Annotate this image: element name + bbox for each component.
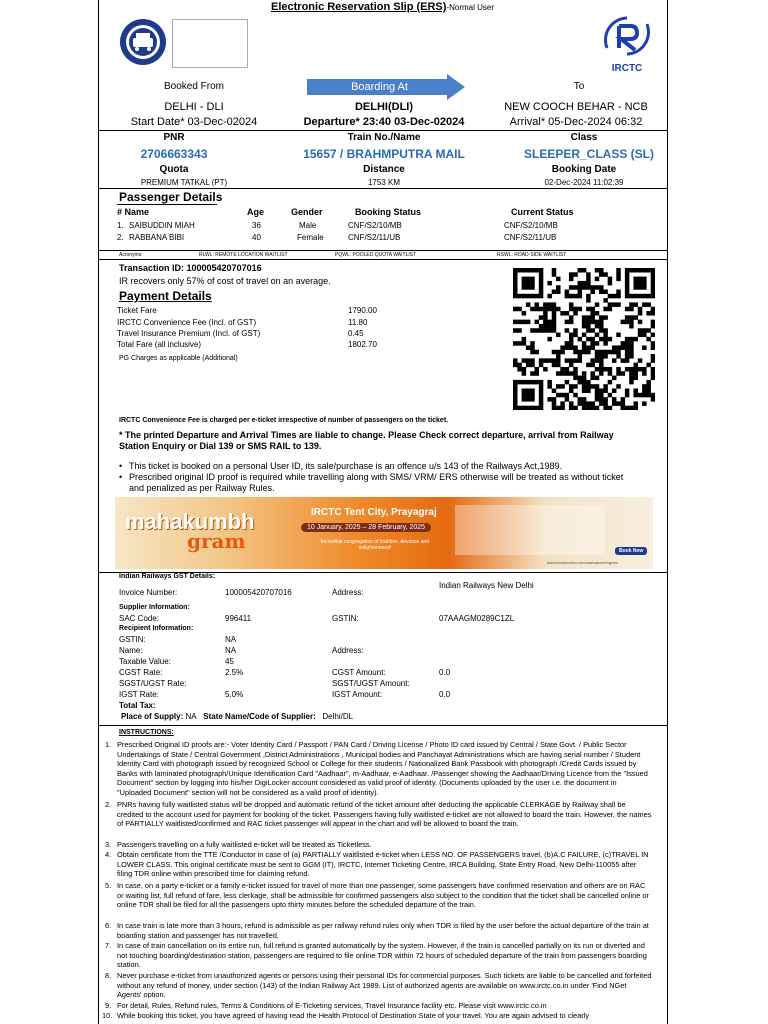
- cgst-amount-value: 0.0: [439, 668, 451, 677]
- banner-brand-2: gram: [187, 529, 246, 553]
- pg-charges-note: PG Charges as applicable (Additional): [119, 355, 238, 362]
- invoice-value: 100005420707016: [225, 588, 292, 597]
- taxable-label: Taxable Value:: [119, 657, 171, 666]
- place-of-supply-label: Place of Supply:: [121, 712, 184, 721]
- cgst-amount-label: CGST Amount:: [332, 668, 386, 677]
- instructions-title: INSTRUCTIONS:: [119, 729, 174, 736]
- tent-city-image: [455, 505, 605, 555]
- list-item: 9. For detail, Rules, Refund rules, Terms & Conditions of E-Ticketing services, Travel Insurance facility etc. Please visit www.irctc.co.in: [105, 1001, 547, 1010]
- igst-amount-value: 0.0: [439, 690, 451, 699]
- acronym-pqwl: PQWL: POOLED QUOTA WAITLIST: [335, 252, 417, 258]
- fare-value: 1790.00: [348, 306, 377, 315]
- sgst-amount-label: SGST/UGST Amount:: [332, 679, 410, 688]
- divider: [99, 130, 667, 131]
- header-gender: Gender: [291, 207, 323, 217]
- igst-amount-label: IGST Amount:: [332, 690, 383, 699]
- invoice-label: Invoice Number:: [119, 588, 178, 597]
- payment-details-title: Payment Details: [119, 289, 212, 303]
- banner-dates: 10 January, 2025 – 28 February, 2025: [301, 523, 431, 532]
- passenger-booking-status: CNF/S2/10/MB: [348, 221, 402, 230]
- list-item: 1. Prescribed Original ID proofs are:- Voter Identity Card / Passport / PAN Card / Driving License / Photo ID card issued by Central / State Govt. / Public Sector Undertakings of State / Central Government ,District Administrations , Municipal bodies and Panchayat Administrations which are having serial number / Student Identity Card with photograph issued by recognized School or College for their students / Nationalized Bank Passbook with photograph /Credit Cards issued by Banks with laminated photograph/Unique Identification Card "Aadhaar", m-Aadhaar, e-Aadhaar. /Passenger showing the Aadhaar/Driving Licence from the "Issued Document" section by logging into his/her DigiLocker account considered as valid proof of identity. (Documents uploaded by the user i.e. the document in "Uploaded Document" section will not be considered as a valid proof of identity).: [105, 740, 648, 797]
- divider: [99, 188, 667, 189]
- passenger-current-status: CNF/S2/11/UB: [504, 233, 557, 242]
- insurance-value: 0.45: [348, 329, 364, 338]
- divider: [99, 259, 667, 260]
- list-item: 4. Obtain certificate from the TTE /Conductor in case of (a) PARTIALLY waitlisted e-ticket when LESS NO. OF PASSENGERS travel, (b)A.C FAILURE, (c)TRAVEL IN LOWER CLASS. This original certificate must be sent to GGM (IT), IRCTC, Internet Ticketing Centre, IRCA Building, State Entry Road, New Delhi-110055 after filing TDR online within prescribed time for claiming refund.: [105, 850, 649, 879]
- igst-rate-label: IGST Rate:: [119, 690, 159, 699]
- list-item: • Prescribed original ID proof is required while travelling along with SMS/ VRM/ ERS otherwise will be treated as without ticket and penalized as per Railway Rules.: [119, 472, 624, 493]
- igst-rate-value: 5.0%: [225, 690, 244, 699]
- state-value: Delhi/DL: [322, 712, 354, 721]
- train-label: Train No./Name: [347, 132, 421, 143]
- header-name: # Name: [117, 207, 150, 217]
- train-value: 15657 / BRAHMPUTRA MAIL: [303, 147, 465, 161]
- booked-from-label: Booked From: [163, 81, 225, 92]
- from-station: DELHI - DLI: [164, 101, 224, 113]
- cgst-rate-value: 2.5%: [225, 668, 244, 677]
- recover-note: IR recovers only 57% of cost of travel on an average.: [119, 276, 331, 286]
- irctc-logo-text: IRCTC: [611, 63, 643, 74]
- recipient-address-label: Address:: [332, 646, 364, 655]
- ers-page: [98, 0, 668, 1024]
- passenger-details-title: Passenger Details: [119, 190, 223, 204]
- boarding-station: DELHI(DLI): [354, 101, 414, 113]
- list-item: 10. While booking this ticket, you have agreed of having read the Health Protocol of Destination State of your travel. You are again advised to clearly: [102, 1011, 590, 1020]
- sgst-rate-label: SGST/UGST Rate:: [119, 679, 187, 688]
- recipient-gstin-label: GSTIN:: [119, 635, 146, 644]
- pnr-label: PNR: [163, 132, 185, 143]
- header-booking-status: Booking Status: [355, 207, 422, 217]
- fee-label: IRCTC Convenience Fee (Incl. of GST): [117, 318, 257, 327]
- passenger-gender: Male: [299, 221, 317, 230]
- recipient-name-label: Name:: [119, 646, 143, 655]
- banner-url[interactable]: www.irctctourism.com/mahakumbhgram: [547, 560, 618, 565]
- transaction-id: Transaction ID: 100005420707016: [119, 263, 262, 273]
- total-tax-label: Total Tax:: [119, 701, 156, 710]
- passenger-no: 1.: [117, 221, 124, 230]
- arrival-time: Arrival* 05-Dec-2024 06:32: [509, 116, 643, 128]
- booking-date-value: 02-Dec-2024 11:02:39: [544, 178, 624, 187]
- list-item: 3. Passengers travelling on a fully waitlisted e-ticket will be treated as Ticketless.: [105, 840, 372, 849]
- acronym-rlwl: RLWL: REMOTE LOCATION WAITLIST: [199, 252, 288, 258]
- timing-note: * The printed Departure and Arrival Times are liable to change. Please Check correct departure, arrival from Railway Station Enquiry or Dial 139 or SMS RAIL to 139.: [119, 430, 614, 451]
- state-label: State Name/Code of Supplier:: [203, 712, 316, 721]
- quota-value: PREMIUM TATKAL (PT): [140, 178, 228, 187]
- note-list: [119, 461, 639, 494]
- passenger-gender: Female: [297, 233, 324, 242]
- recipient-gstin-value: NA: [225, 635, 237, 644]
- header-age: Age: [247, 207, 265, 217]
- passenger-booking-status: CNF/S2/11/UB: [348, 233, 401, 242]
- start-date: Start Date* 03-Dec-02024: [130, 116, 258, 128]
- acronyms-label: Acronyms:: [119, 252, 143, 258]
- fare-label: Ticket Fare: [117, 306, 157, 315]
- list-item: 7. In case of train cancellation on its entire run, full refund is granted automatically by the system. However, if the train is cancelled partially on its run or diverted and not touching boarding/destination station, passengers are required to file online TDR within 72 hours of scheduled departure of the train from passengers boarding station.: [105, 941, 647, 970]
- recipient-name-value: NA: [225, 646, 237, 655]
- passenger-no: 2.: [117, 233, 124, 242]
- pnr-value: 2706663343: [140, 147, 208, 161]
- list-item: • This ticket is booked on a personal User ID, its sale/purchase is an offence u/s 143 of the Railways Act,1989.: [119, 461, 563, 471]
- convenience-fee-note: IRCTC Convenience Fee is charged per e-ticket irrespective of number of passengers on the ticket.: [119, 417, 449, 424]
- taxable-value: 45: [225, 657, 234, 666]
- to-label: To: [573, 81, 585, 92]
- qr-code: [513, 268, 655, 410]
- list-item: 5. In case, on a party e-ticket or a family e-ticket issued for travel of more than one passenger, some passengers have confirmed reservation and others are on RAC or waiting list, full refund of fare, less clerkage, shall be admissible for confirmed passengers also subject to the condition that the ticket shall be cancelled online or online TDR shall be filed for all the passengers upto thirty minutes before the scheduled departure of the train.: [105, 881, 649, 910]
- insurance-label: Travel Insurance Premium (Incl. of GST): [117, 329, 261, 338]
- banner-brand: mahakumbh: [125, 509, 255, 534]
- supplier-title: Supplier Information:: [119, 604, 190, 611]
- to-station: NEW COOCH BEHAR - NCB: [504, 101, 648, 113]
- boarding-at-label: Boarding At: [351, 81, 408, 93]
- title-underline: [117, 204, 217, 205]
- banner-tagline: Incredible congregation of tradition, devotion and enlightenment!: [320, 539, 430, 551]
- total-fare-value: 1802.70: [348, 340, 377, 349]
- class-value: SLEEPER_CLASS (SL): [523, 147, 655, 161]
- book-now-button[interactable]: Book Now: [615, 547, 647, 555]
- departure-time: Departure* 23:40 03-Dec-02024: [303, 116, 465, 128]
- indian-railways-logo: [119, 18, 167, 66]
- acronym-rswl: RSWL: ROAD-SIDE WAITLIST: [497, 252, 567, 258]
- divider: [99, 250, 667, 251]
- gstin-value: 07AAAGM0289C1ZL: [439, 614, 515, 623]
- ers-title: Electronic Reservation Slip (ERS)-Normal User: [271, 1, 494, 13]
- passenger-name: SAIBUDDIN MIAH: [129, 221, 195, 230]
- place-of-supply-value: NA: [185, 712, 197, 721]
- distance-label: Distance: [363, 164, 405, 175]
- recipient-title: Recipient Information:: [119, 625, 194, 632]
- gst-title: Indian Railways GST Details:: [119, 573, 216, 580]
- header-current-status: Current Status: [511, 207, 574, 217]
- address-label: Address:: [332, 588, 364, 597]
- photo-placeholder: [172, 19, 248, 68]
- passenger-current-status: CNF/S2/10/MB: [504, 221, 558, 230]
- cgst-rate-label: CGST Rate:: [119, 668, 163, 677]
- passenger-age: 36: [252, 221, 261, 230]
- total-fare-label: Total Fare (all inclusive): [117, 340, 202, 349]
- passenger-age: 40: [252, 233, 261, 242]
- quota-label: Quota: [159, 164, 189, 175]
- distance-value: 1753 KM: [367, 178, 401, 187]
- boarding-at-arrow: [307, 74, 467, 100]
- gstin-label: GSTIN:: [332, 614, 359, 623]
- address-value: Indian Railways New Delhi: [439, 581, 534, 590]
- divider: [99, 725, 667, 726]
- fee-value: 11.80: [348, 318, 368, 327]
- sac-label: SAC Code:: [119, 614, 160, 623]
- class-label: Class: [570, 132, 598, 143]
- mahakumbh-banner[interactable]: [115, 497, 653, 569]
- booking-date-label: Booking Date: [551, 164, 617, 175]
- irctc-logo: [599, 12, 655, 74]
- list-item: 6. In case train is late more than 3 hours, refund is admissible as per railway refund rules only when TDR is filed by the user before the actual departure of the train at boarding station and passenger has not travelled.: [105, 921, 649, 940]
- banner-headline: IRCTC Tent City, Prayagraj: [311, 507, 437, 518]
- passenger-name: RABBANA BIBI: [129, 233, 185, 242]
- list-item: 8. Never purchase e-ticket from unauthorized agents or persons using their personal IDs for commercial purposes. Such tickets are liable to be cancelled and forfeited without any refund of money, under section (143) of the Indian Railway Act 1989. List of authorized agents are available on www.irctc.co.in under 'Find NGet Agents' option.: [105, 971, 652, 1000]
- sac-value: 996411: [225, 614, 252, 623]
- list-item: 2. PNRs having fully waitlisted status will be dropped and automatic refund of the ticket amount after deducting the applicable CLERKAGE by Railway shall be credited to the account used for payment for booking of the ticket. Passengers having fully waitlisted e-ticket are not allowed to board the train. However, the names of PARTIALLY waitlisted/confirmed and RAC ticket passenger will appear in the chart and will be allowed to board the train.: [105, 800, 652, 829]
